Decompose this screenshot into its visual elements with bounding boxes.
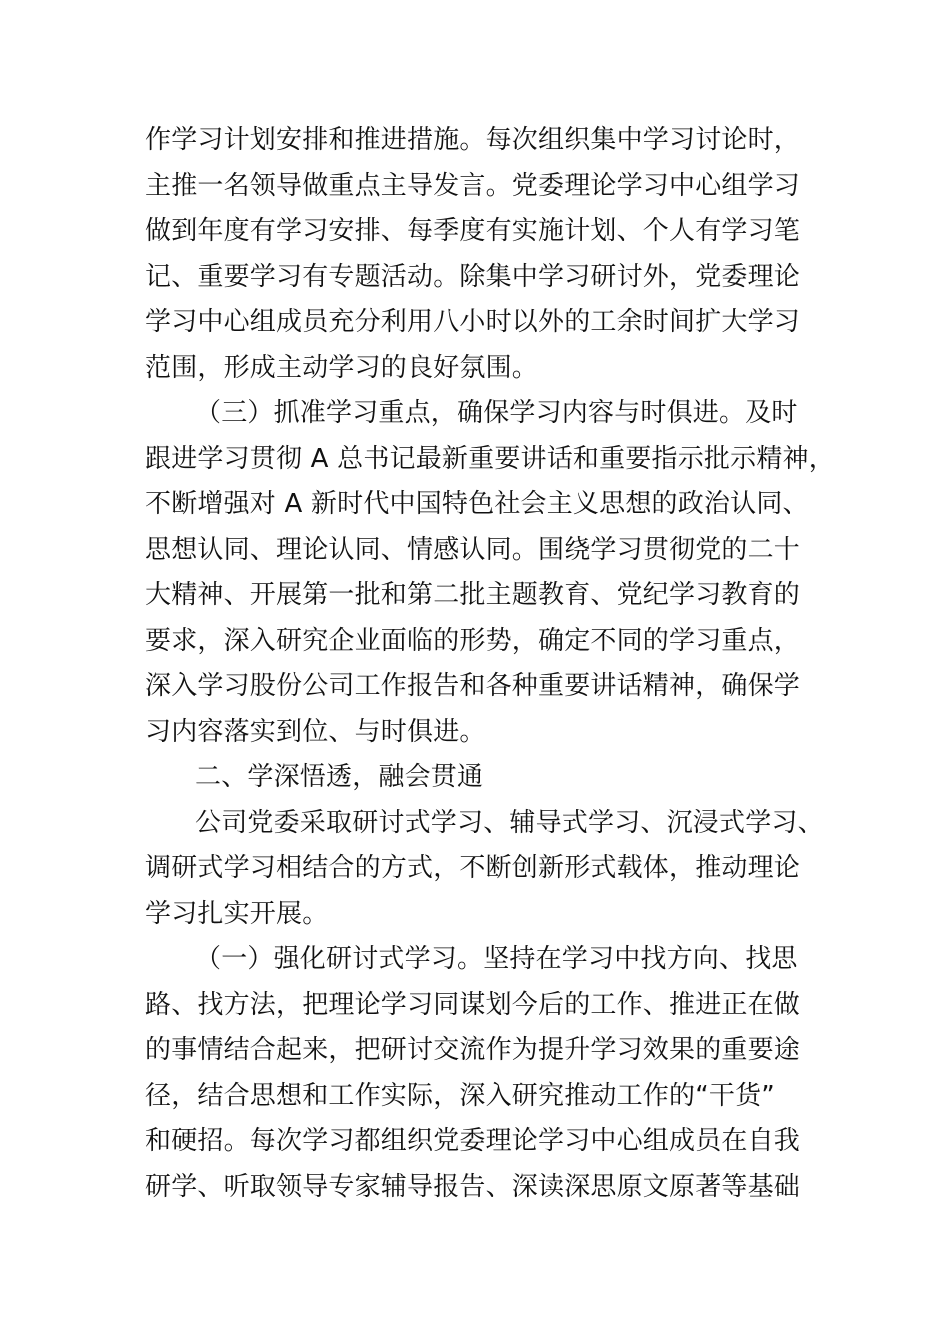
text-line: 的事情结合起来，把研讨交流作为提升学习效果的重要途 (145, 1035, 801, 1065)
section-heading: 二、学深悟透，融会贯通 (195, 762, 484, 792)
text-line: 范围，形成主动学习的良好氛围。 (145, 352, 539, 383)
text-line: 不断增强对 A 新时代中国特色社会主义思想的政治认同、 (145, 489, 809, 519)
text-line: 主推一名领导做重点主导发言。党委理论学习中心组学习 (145, 170, 801, 201)
document-body (145, 118, 835, 1210)
text-line: 路、找方法，把理论学习同谋划今后的工作、推进正在做 (145, 989, 801, 1020)
text-line: 大精神、开展第一批和第二批主题教育、党纪学习教育的 (145, 580, 801, 610)
paragraph-start-line: （三）抓准学习重点，确保学习内容与时俱进。及时 (195, 398, 798, 428)
text-line: 作学习计划安排和推进措施。每次组织集中学习讨论时， (145, 125, 801, 155)
text-line: 调研式学习相结合的方式，不断创新形式载体，推动理论 (145, 853, 801, 883)
text-line: 跟进学习贯彻 A 总书记最新重要讲话和重要指示批示精神， (145, 443, 835, 474)
text-line: 做到年度有学习安排、每季度有实施计划、个人有学习笔 (145, 216, 801, 246)
text-line: 径，结合思想和工作实际，深入研究推动工作的“干货” (145, 1080, 775, 1111)
text-line: 研学、听取领导专家辅导报告、深读深思原文原著等基础 (145, 1171, 801, 1202)
text-line: 记、重要学习有专题活动。除集中学习研讨外，党委理论 (145, 261, 801, 292)
text-line: 思想认同、理论认同、情感认同。围绕学习贯彻党的二十 (145, 534, 801, 565)
text-line: 和硬招。每次学习都组织党委理论学习中心组成员在自我 (145, 1126, 801, 1156)
paragraph-start-line: 公司党委采取研讨式学习、辅导式学习、沉浸式学习、 (195, 807, 824, 838)
text-line: 要求，深入研究企业面临的形势，确定不同的学习重点， (145, 625, 801, 656)
text-line: 习内容落实到位、与时俱进。 (145, 716, 486, 747)
text-line: 学习中心组成员充分利用八小时以外的工余时间扩大学习 (145, 307, 801, 337)
text-line: 深入学习股份公司工作报告和各种重要讲话精神，确保学 (145, 671, 801, 701)
paragraph-start-line: （一）强化研讨式学习。坚持在学习中找方向、找思 (195, 944, 798, 974)
text-line: 学习扎实开展。 (145, 898, 329, 929)
